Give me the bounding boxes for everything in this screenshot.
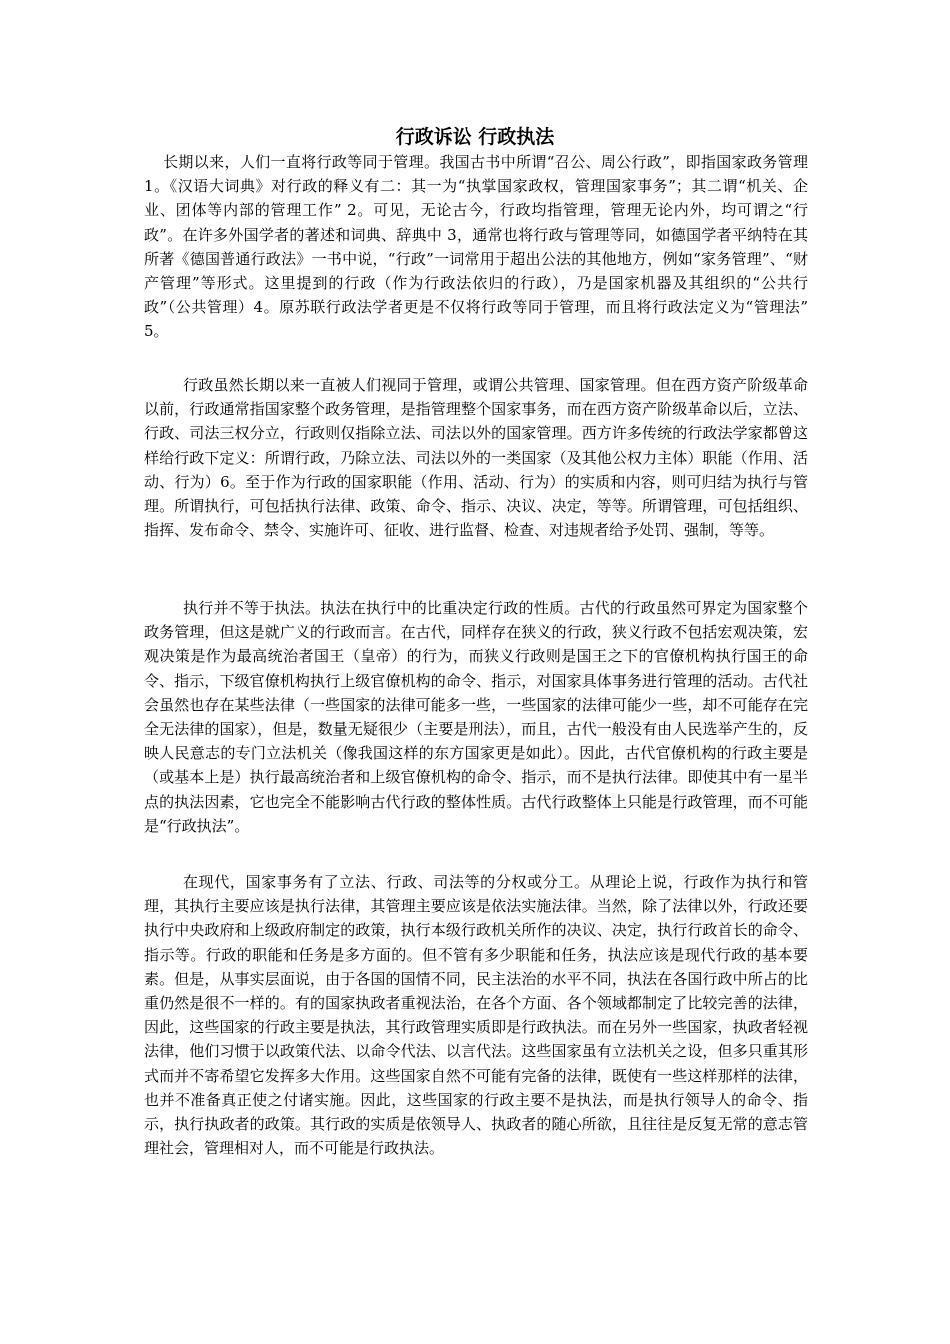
paragraph-3: 执行并不等于执法。执法在执行中的比重决定行政的性质。古代的行政虽然可界定为国家整个政务管理，但这是就广义的行政而言。在古代，同样存在狭义的行政，狭义行政不包括宏观决策，宏观决策是作为最高统治者国王（皇帝）的行为，而狭义行政则是国王之下的官僚机构执行国王的命令、指示，下级官僚机构执行上级官僚机构的命令、指示，对国家具体事务进行管理的活动。古代社会虽然也存在某些法律（一些国家的法律可能多一些，一些国家的法律可能少一些，却不可能存在完全无法律的国家），但是，数量无疑很少（主要是刑法），而且，古代一般没有由人民选举产生的，反映人民意志的专门立法机关（像我国这样的东方国家更是如此）。因此，古代官僚机构的行政主要是（或基本上是）执行最高统治者和上级官僚机构的命令、指示，而不是执行法律。即使其中有一星半点的执法因素，它也完全不能影响古代行政的整体性质。古代行政整体上只能是行政管理，而不可能是“行政执法”。 [144,599,808,835]
paragraph-2: 行政虽然长期以来一直被人们视同于管理，或谓公共管理、国家管理。但在西方资产阶级革命以前，行政通常指国家整个政务管理，是指管理整个国家事务，而在西方资产阶级革命以后，立法、行政、司法三权分立，行政则仅指除立法、司法以外的国家管理。西方许多传统的行政法学家都曾这样给行政下定义：所谓行政，乃除立法、司法以外的一类国家（及其他公权力主体）职能（作用、活动、行为）6。至于作为行政的国家职能（作用、活动、行为）的实质和内容，则可归结为执行与管理。所谓执行，可包括执行法律、政策、命令、指示、决议、决定，等等。所谓管理，可包括组织、指挥、发布命令、禁令、实施许可、征收、进行监督、检查、对违规者给予处罚、强制，等等。 [144,376,808,540]
paragraph-1: 长期以来，人们一直将行政等同于管理。我国古书中所谓“召公、周公行政”，即指国家政务管理 1。《汉语大词典》对行政的释义有二：其一为“执掌国家政权，管理国家事务”；其二谓“机关、企业、团体等内部的管理工作” 2。可见，无论古今，行政均指管理，管理无论内外，均可谓之“行政”。在许多外国学者的著述和词典、辞典中 3，通常也将行政与管理等同，如德国学者平纳特在其所著《德国普通行政法》一书中说，“行政”一词常用于超出公法的其他地方，例如“家务管理”、“财产管理”等形式。这里提到的行政（作为行政法依归的行政），乃是国家机器及其组织的“公共行政”（公共管理）4。原苏联行政法学者更是不仅将行政等同于管理，而且将行政法定义为“管理法” 5。 [144,153,808,341]
document-title: 行政诉讼 行政执法 [395,126,555,148]
paragraph-4: 在现代，国家事务有了立法、行政、司法等的分权或分工。从理论上说，行政作为执行和管理，其执行主要应该是执行法律，其管理主要应该是依法实施法律。当然，除了法律以外，行政还要执行中央政府和上级政府制定的政策，执行本级行政机关所作的决议、决定，执行行政首长的命令、指示等。行政的职能和任务是多方面的。但不管有多少职能和任务，执法应该是现代行政的基本要素。但是，从事实层面说，由于各国的国情不同，民主法治的水平不同，执法在各国行政中所占的比重仍然是很不一样的。有的国家执政者重视法治，在各个方面、各个领域都制定了比较完善的法律，因此，这些国家的行政主要是执法，其行政管理实质即是行政执法。而在另外一些国家，执政者轻视法律，他们习惯于以政策代法、以命令代法、以言代法。这些国家虽有立法机关之设，但多只重其形式而并不寄希望它发挥多大作用。这些国家自然不可能有完备的法律，既使有一些这样那样的法律，也并不准备真正使之付诸实施。因此，这些国家的行政主要不是执法，而是执行领导人的命令、指示，执行执政者的政策。其行政的实质是依领导人、执政者的随心所欲，且往往是反复无常的意志管理社会，管理相对人，而不可能是行政执法。 [144,873,808,1158]
